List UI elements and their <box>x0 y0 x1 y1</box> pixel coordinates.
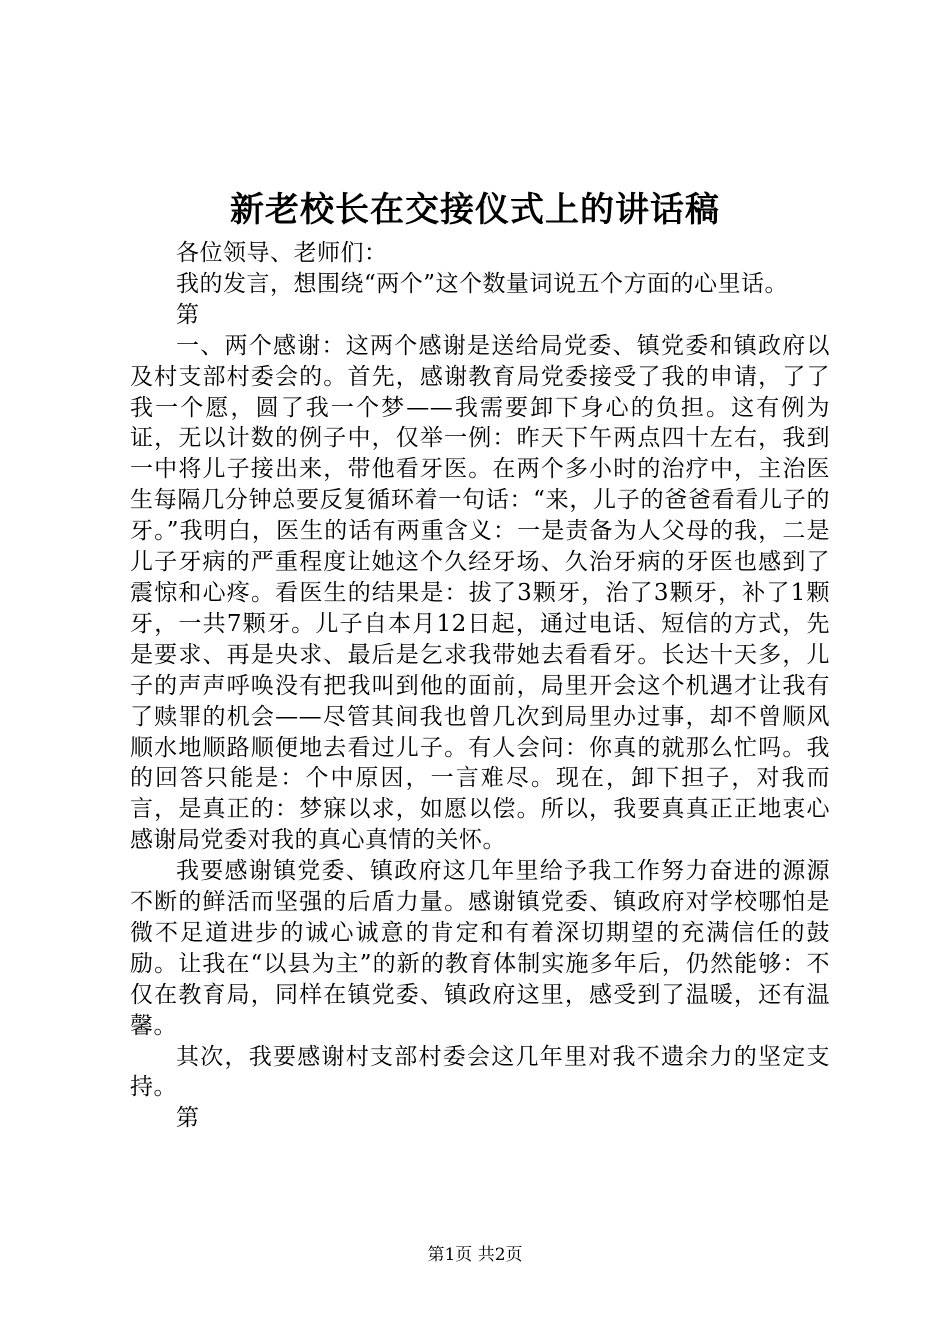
page-number-footer: 第1页 共2页 <box>427 1245 523 1265</box>
document-title: 新老校长在交接仪式上的讲话稿 <box>230 190 720 230</box>
paragraph-intro: 我的发言，想围绕“两个”这个数量词说五个方面的心里话。 <box>176 270 789 297</box>
document-body <box>130 238 830 1134</box>
paragraph-thanks-bureau: 一、两个感谢：这两个感谢是送给局党委、镇党委和镇政府以及村支部村委会的。首先，感谢教育局党委接受了我的申请，了了我一个愿，圆了我一个梦——我需要卸下身心的负担。这有例为证，无以计数的例子中，仅举一例：昨天下午两点四十左右，我到一中将儿子接出来，带他看牙医。在两个多小时的治疗中，主治医生每隔几分钟总要反复循环着一句话：“来，儿子的爸爸看看儿子的牙。”我明白，医生的话有两重含义：一是责备为人父母的我，二是儿子牙病的严重程度让她这个久经牙场、久治牙病的牙医也感到了震惊和心疼。看医生的结果是：拔了3颗牙，治了3颗牙，补了1颗牙，一共7颗牙。儿子自本月12日起，通过电话、短信的方式，先是要求、再是央求、最后是乞求我带她去看看牙。长达十天多，儿子的声声呼唤没有把我叫到他的面前，局里开会这个机遇才让我有了赎罪的机会——尽管其间我也曾几次到局里办过事，却不曾顺风顺水地顺路顺便地去看过儿子。有人会问：你真的就那么忙吗。我的回答只能是：个中原因，一言难尽。现在，卸下担子，对我而言，是真正的：梦寐以求，如愿以偿。所以，我要真真正正地衷心感谢局党委对我的真心真情的关怀。 <box>130 332 830 854</box>
paragraph-section-marker-2: 第 <box>176 1105 200 1132</box>
paragraph-thanks-village: 其次，我要感谢村支部村委会这几年里对我不遗余力的坚定支持。 <box>130 1043 830 1101</box>
paragraph-salutation: 各位领导、老师们： <box>176 240 388 266</box>
paragraph-section-marker: 第 <box>176 301 200 328</box>
paragraph-thanks-town: 我要感谢镇党委、镇政府这几年里给予我工作努力奋进的源源不断的鲜活而坚强的后盾力量。感谢镇党委、镇政府对学校哪怕是微不足道进步的诚心诚意的肯定和有着深切期望的充满信任的鼓励。让我在“以县为主”的新的教育体制实施多年后，仍然能够：不仅在教育局，同样在镇党委、镇政府这里，感受到了温暖，还有温馨。 <box>130 858 830 1039</box>
